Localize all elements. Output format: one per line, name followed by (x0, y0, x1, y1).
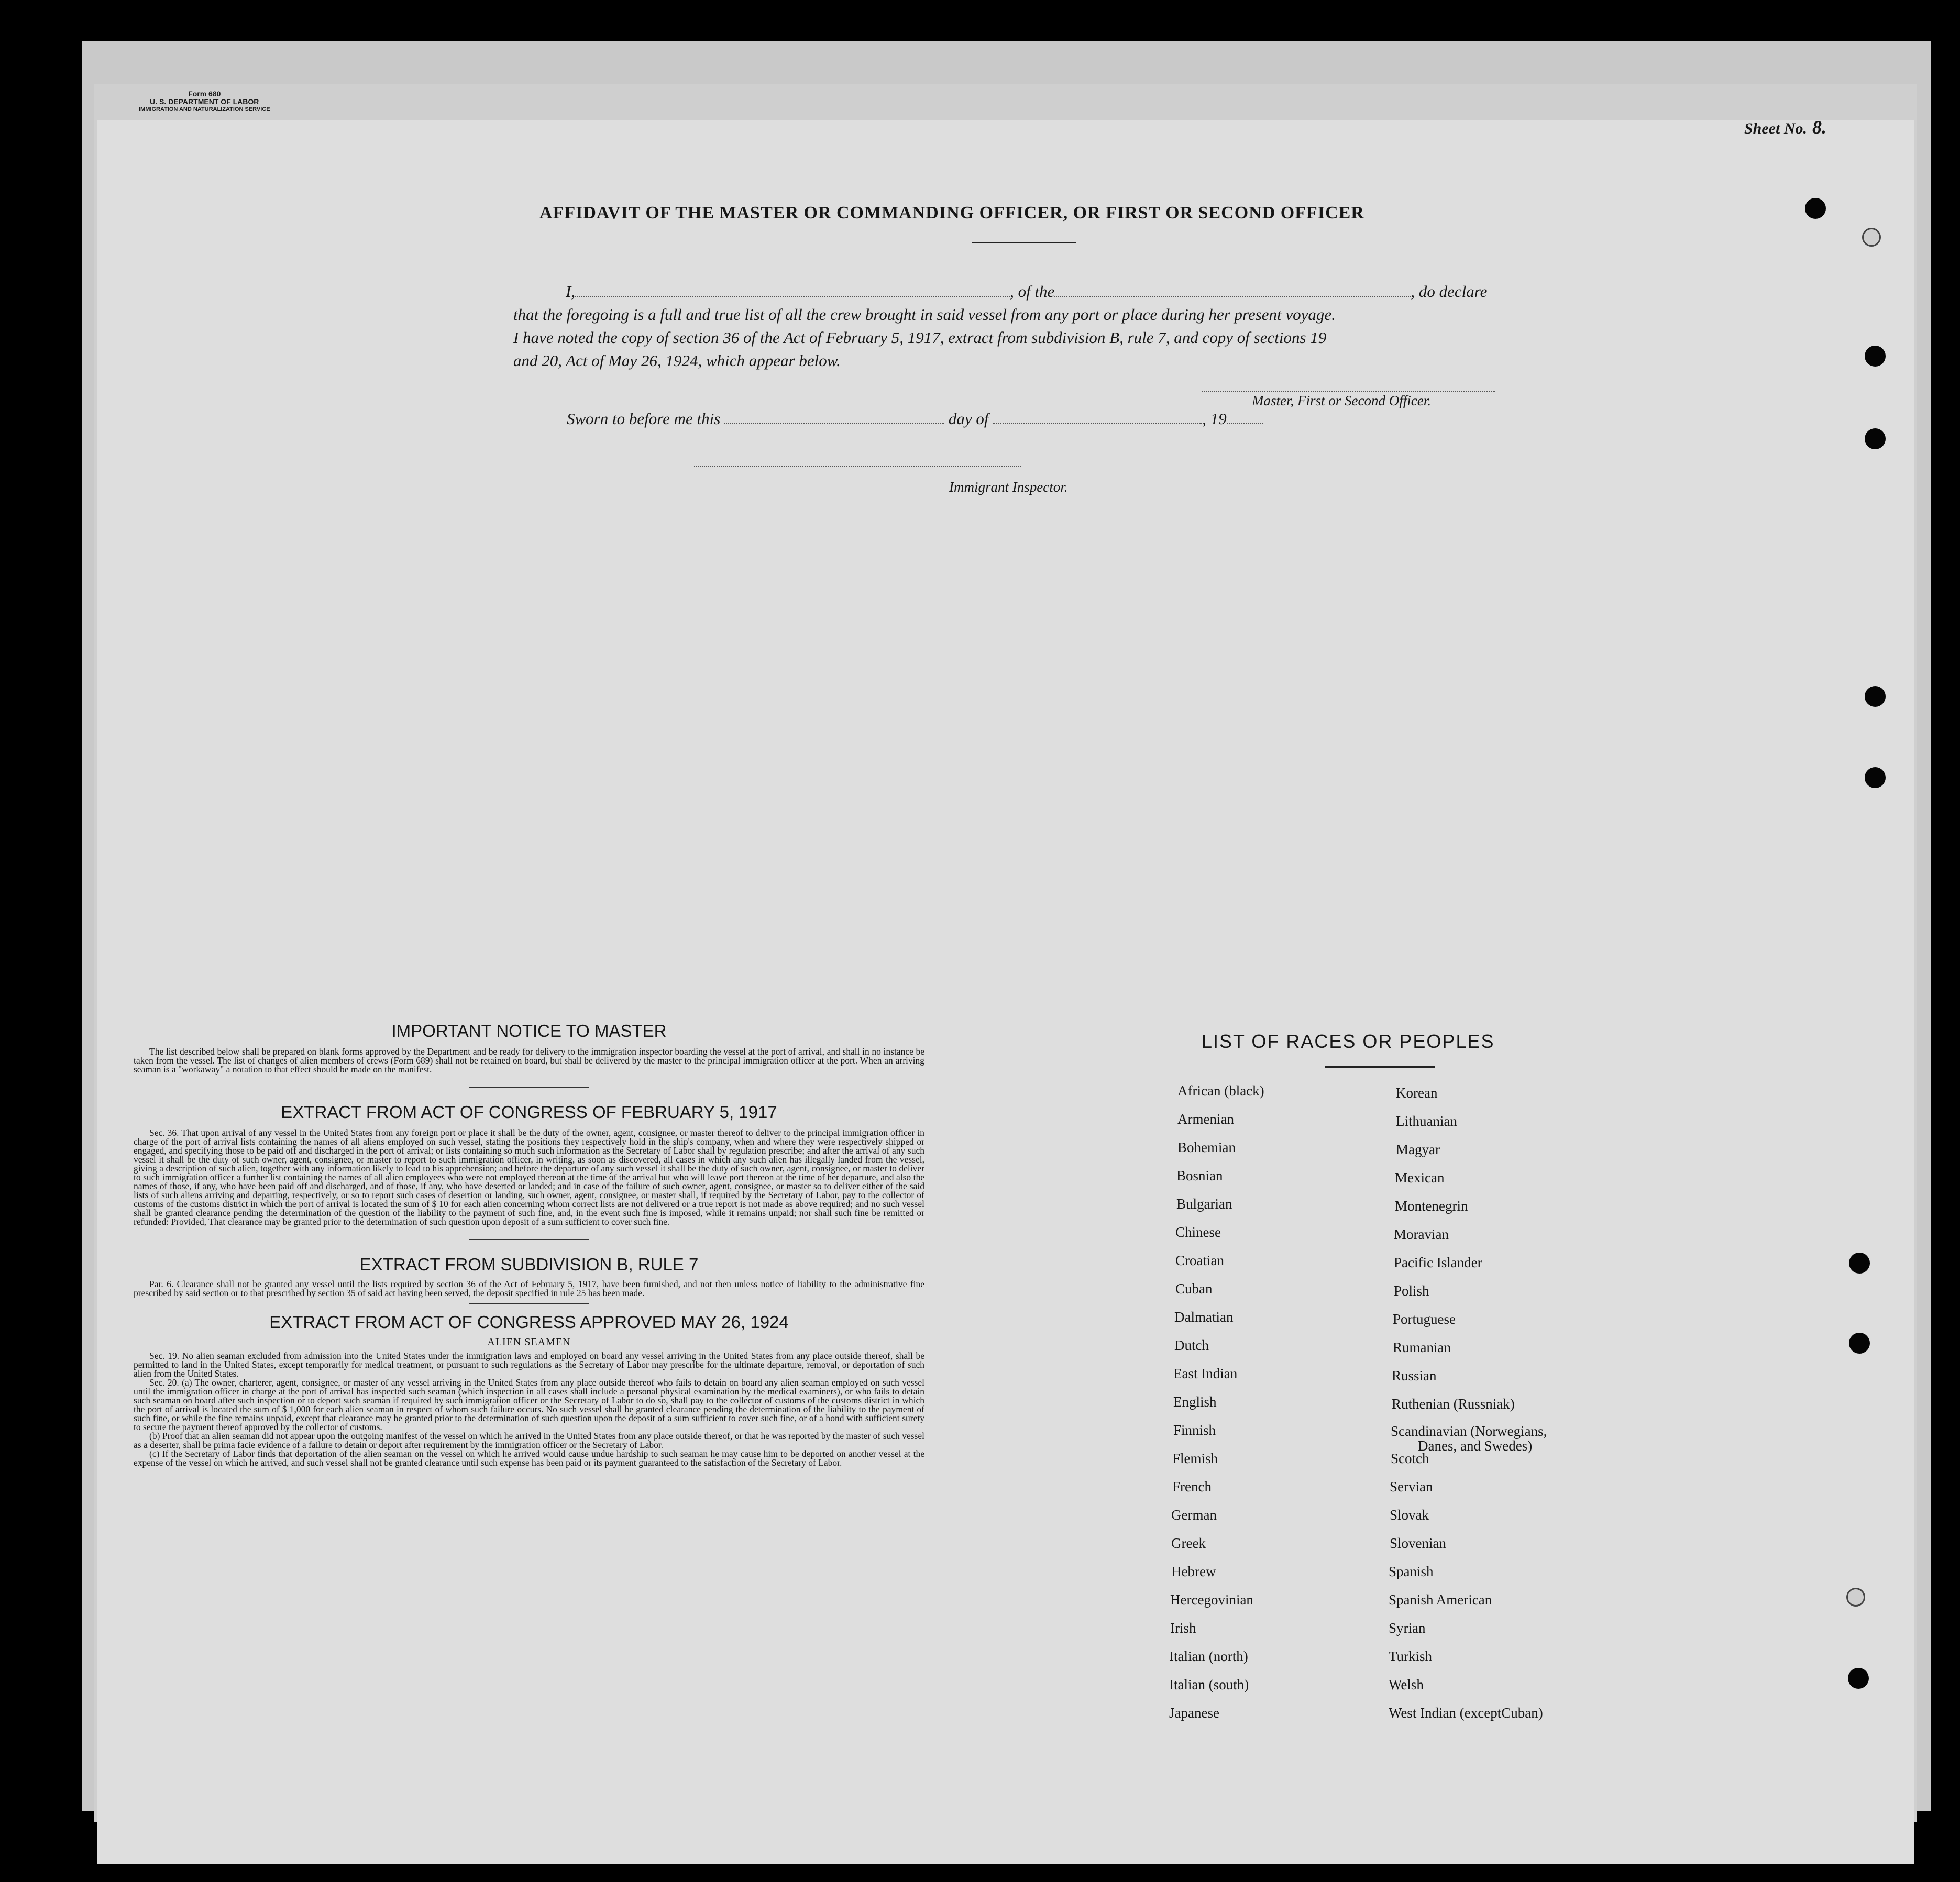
race-item: Japanese (1169, 1705, 1219, 1721)
sheet-number-label: Sheet No. (1744, 120, 1807, 137)
of-the-label: , of the (1010, 282, 1055, 301)
race-item: German (1171, 1507, 1217, 1523)
sworn-day-field[interactable] (724, 411, 944, 424)
race-item: Spanish (1389, 1564, 1434, 1579)
sworn-statement (567, 409, 1263, 428)
race-item: Slovak (1390, 1507, 1429, 1523)
sheet-number-value: 8. (1812, 117, 1826, 138)
notice-section (134, 1021, 924, 1467)
punch-hole (1849, 1253, 1870, 1274)
officer-signature-field[interactable] (1202, 391, 1495, 392)
notice-text: The list described below shall be prepared on blank forms approved by the Department and be ready for delivery to the immigration inspector boarding the vessel at the port of arrival, and shall in no instance be taken from the vessel. The list of changes of alien members of crews (Form 689) shall not be retained on board, but shall be delivered by the master to the principal immigration officer at the port. When an arriving seaman is a "workaway" a notation to that effect should be made on the manifest. (134, 1046, 924, 1075)
extract3-paragraph: Sec. 20. (a) The owner, charterer, agent, consignee, or master of any vessel arriving in the United States from any place outside thereof who fails to detain on board any alien seaman employed on such vessel until the immigration officer in charge at the port of arrival has inspected such seaman (which inspection in all cases shall include a personal physical examination by the medical examiners), or who fails to detain such seaman on board after such inspection or to deport such seaman if required by such immigration officer or the Secretary of Labor to do so, shall pay to the collector of customs of the customs district in which the port of arrival is located the sum of $ 1,000 for each alien seaman in respect of whom such failure occurs. No such vessel shall be granted clearance pending the determination of the liability to the payment of such fine, or while the fine remains unpaid, except that clearance may be granted prior to the determination of such question upon the deposit of a sum sufficient to cover such fine, or of a bond with sufficient surety to secure the payment thereof approved by the collector of customs. (134, 1377, 924, 1432)
race-item: Spanish American (1389, 1592, 1492, 1608)
race-item: Bohemian (1177, 1139, 1236, 1155)
race-item: Armenian (1177, 1111, 1234, 1127)
race-item: Chinese (1175, 1224, 1221, 1240)
document-page (97, 120, 1914, 1864)
inspector-label: Immigrant Inspector. (949, 479, 1068, 495)
race-item: Croatian (1175, 1253, 1224, 1268)
extract1-title: EXTRACT FROM ACT OF CONGRESS OF FEBRUARY 5, 1917 (281, 1102, 777, 1122)
race-item: Irish (1170, 1620, 1196, 1636)
punch-hole (1848, 1668, 1869, 1689)
race-item: African (black) (1177, 1083, 1264, 1099)
race-item: Portuguese (1393, 1311, 1456, 1327)
race-item: Russian (1392, 1368, 1437, 1383)
race-item: Ruthenian (Russniak) (1392, 1396, 1515, 1412)
race-item: French (1172, 1479, 1212, 1494)
race-item: Servian (1390, 1479, 1433, 1494)
race-item: Hebrew (1171, 1564, 1216, 1579)
race-item: Turkish (1389, 1648, 1433, 1664)
race-item: Danes, and Swedes) (1418, 1438, 1533, 1454)
sworn-year-field[interactable] (1227, 411, 1263, 424)
race-item: English (1173, 1394, 1217, 1410)
race-item: Polish (1394, 1283, 1429, 1299)
punch-hole (1865, 686, 1886, 707)
inspector-signature-field[interactable] (694, 466, 1021, 467)
extract3-subtitle: ALIEN SEAMEN (487, 1336, 571, 1348)
race-item: Pacific Islander (1394, 1255, 1482, 1270)
vessel-name-field[interactable] (1054, 283, 1411, 297)
race-item: West Indian (exceptCuban) (1389, 1705, 1543, 1721)
affidavit-text-line: and 20, Act of May 26, 1924, which appear below. (513, 351, 841, 370)
affidavit-text-line: that the foregoing is a full and true list of all the crew brought in said vessel from any port or place during her present voyage. (513, 305, 1336, 324)
punch-hole (1865, 767, 1886, 788)
races-divider (1325, 1066, 1435, 1068)
extract1-text: Sec. 36. That upon arrival of any vessel in the United States from any foreign port or place it shall be the duty of the owner, agent, consignee, or master thereof to deliver to the principal immigration officer in charge of the port of arrival lists containing the names of all aliens employed on such vessel, stating the positions they respectively hold in the ship's company, when and where they were respectively shipped or engaged, and specifying those to be paid off and discharged in the port of arrival; or lists containing so much such information as the Secretary of Labor shall by regulation prescribe; and after the arrival of any such vessel it shall be the duty of such owner, agent, consignee, or master to report to such immigration officer, in writing, as soon as discovered, all cases in which any such alien has illegally landed from the vessel, giving a description of such alien, together with any information likely to lead to his apprehension; and before the departure of any such vessel it shall be the duty of such owner, agent, consignee, or master to deliver to such immigration officer a further list containing the names of all alien employees who were not employed thereon at the time of the arrival but who will leave port thereon at the time of her departure, and also the names of those, if any, who have been paid off and discharged, and of those, if any, who have deserted or landed; and in case of the failure of such owner, agent, consignee, or master so to deliver either of the said lists of such aliens arriving and departing, respectively, or so to report such cases of desertion or landing, such owner, agent, consignee, or master shall, if required by the Secretary of Labor, pay to the collector of customs of the customs district in which the port of arrival is located the sum of $ 10 for each alien concerning whom correct lists are not delivered or a true report is not made as above required; and no such vessel shall be granted clearance pending the determination of the question of the liability to the payment of such fine, and, in the event such fine is imposed, while it remains unpaid; nor shall such fine be remitted or refunded: Provided, That clearance may be granted prior to the determination of such question upon deposit of a sum sufficient to cover such fine. (134, 1127, 924, 1227)
race-item: Lithuanian (1396, 1113, 1457, 1129)
i-label: I, (566, 282, 576, 301)
extract3-title: EXTRACT FROM ACT OF CONGRESS APPROVED MAY 26, 1924 (269, 1312, 789, 1332)
race-item: East Indian (1173, 1366, 1238, 1381)
race-item: Welsh (1389, 1677, 1424, 1692)
races-title: LIST OF RACES OR PEOPLES (1202, 1031, 1495, 1052)
race-item: Rumanian (1393, 1339, 1451, 1355)
punch-hole (1865, 346, 1886, 367)
day-of-label: day of (948, 409, 989, 428)
race-item: Dalmatian (1174, 1309, 1234, 1325)
service-name: IMMIGRATION AND NATURALIZATION SERVICE (139, 106, 270, 113)
race-item: Cuban (1175, 1281, 1213, 1297)
race-item: Italian (north) (1169, 1648, 1248, 1664)
affidavit-title: AFFIDAVIT OF THE MASTER OR COMMANDING OFFICER, OR FIRST OR SECOND OFFICER (539, 203, 1364, 223)
race-item: Korean (1396, 1085, 1438, 1101)
notice-title: IMPORTANT NOTICE TO MASTER (391, 1021, 667, 1040)
extract3-paragraph: (c) If the Secretary of Labor finds that deportation of the alien seaman on the vessel on which he arrived would cause undue hardship to such seaman he may cause him to be deported on another vessel at the expense of the vessel on which he arrived, and such vessel shall not be granted clearance until such expense has been paid or its payment guaranteed to the satisfaction of the Secretary of Labor. (134, 1448, 924, 1468)
punch-hole (1862, 228, 1881, 247)
sheet-number (1744, 116, 1826, 138)
sworn-label: Sworn to before me this (567, 409, 721, 428)
sworn-month-field[interactable] (993, 411, 1202, 424)
officer-name-field[interactable] (575, 283, 1010, 297)
affidavit-body (513, 280, 1535, 372)
extract2-text: Par. 6. Clearance shall not be granted any vessel until the lists required by section 36 of the Act of February 5, 1917, have been furnished, and not then unless notice of liability to the administrative fine prescribed by said section or to that prescribed by section 35 of said act having been served, the deposit specified in rule 25 has been made. (134, 1279, 924, 1298)
punch-hole (1805, 198, 1826, 219)
year-label: , 19 (1202, 409, 1227, 428)
race-item: Bulgarian (1176, 1196, 1232, 1212)
section-divider (469, 1239, 589, 1240)
punch-hole (1846, 1588, 1865, 1607)
affidavit-declaration-line (513, 280, 1535, 303)
extract3-paragraph: (b) Proof that an alien seaman did not appear upon the outgoing manifest of the vessel on which he arrived in the United States from any place outside thereof, or that he was reported by the master of such vessel as a deserter, shall be prima facie evidence of a failure to detain or deport after requirement by the immigration officer or the Secretary of Labor. (134, 1431, 924, 1450)
punch-hole (1849, 1333, 1870, 1354)
race-item: Bosnian (1176, 1168, 1223, 1183)
race-item: Italian (south) (1169, 1677, 1249, 1692)
department-name: U. S. DEPARTMENT OF LABOR (150, 97, 259, 106)
section-divider (469, 1303, 589, 1304)
race-item: Slovenian (1390, 1535, 1446, 1551)
form-identifier (139, 90, 270, 114)
race-item: Hercegovinian (1170, 1592, 1253, 1608)
race-item: Moravian (1394, 1226, 1449, 1242)
form-number: Form 680 (188, 90, 221, 98)
officer-signature-label: Master, First or Second Officer. (1252, 393, 1431, 408)
race-item: Greek (1171, 1535, 1206, 1551)
race-item: Finnish (1173, 1422, 1216, 1438)
race-item: Scandinavian (Norwegians, (1391, 1423, 1547, 1439)
race-item: Scotch (1391, 1451, 1429, 1466)
extract2-title: EXTRACT FROM SUBDIVISION B, RULE 7 (359, 1255, 699, 1274)
race-item: Flemish (1172, 1451, 1218, 1466)
affidavit-text-line: I have noted the copy of section 36 of the Act of February 5, 1917, extract from subdivision B, rule 7, and copy of sections 19 (513, 328, 1327, 347)
title-divider (972, 242, 1076, 243)
race-item: Syrian (1389, 1620, 1426, 1636)
section-divider (469, 1087, 589, 1088)
race-item: Dutch (1174, 1337, 1209, 1353)
extract3-paragraph: Sec. 19. No alien seaman excluded from admission into the United States under the immigration laws and employed on board any vessel arriving in the United States from any place outside thereof, shall be permitted to land in the United States, except temporarily for medical treatment, or pursuant to such regulations as the Secretary of Labor may prescribe for the ultimate departure, removal, or deportation of such alien from the United States. (134, 1350, 924, 1379)
punch-hole (1865, 428, 1886, 449)
race-item: Mexican (1395, 1170, 1445, 1186)
race-item: Magyar (1396, 1142, 1440, 1157)
race-item: Montenegrin (1395, 1198, 1468, 1214)
do-declare-label: , do declare (1411, 282, 1488, 301)
